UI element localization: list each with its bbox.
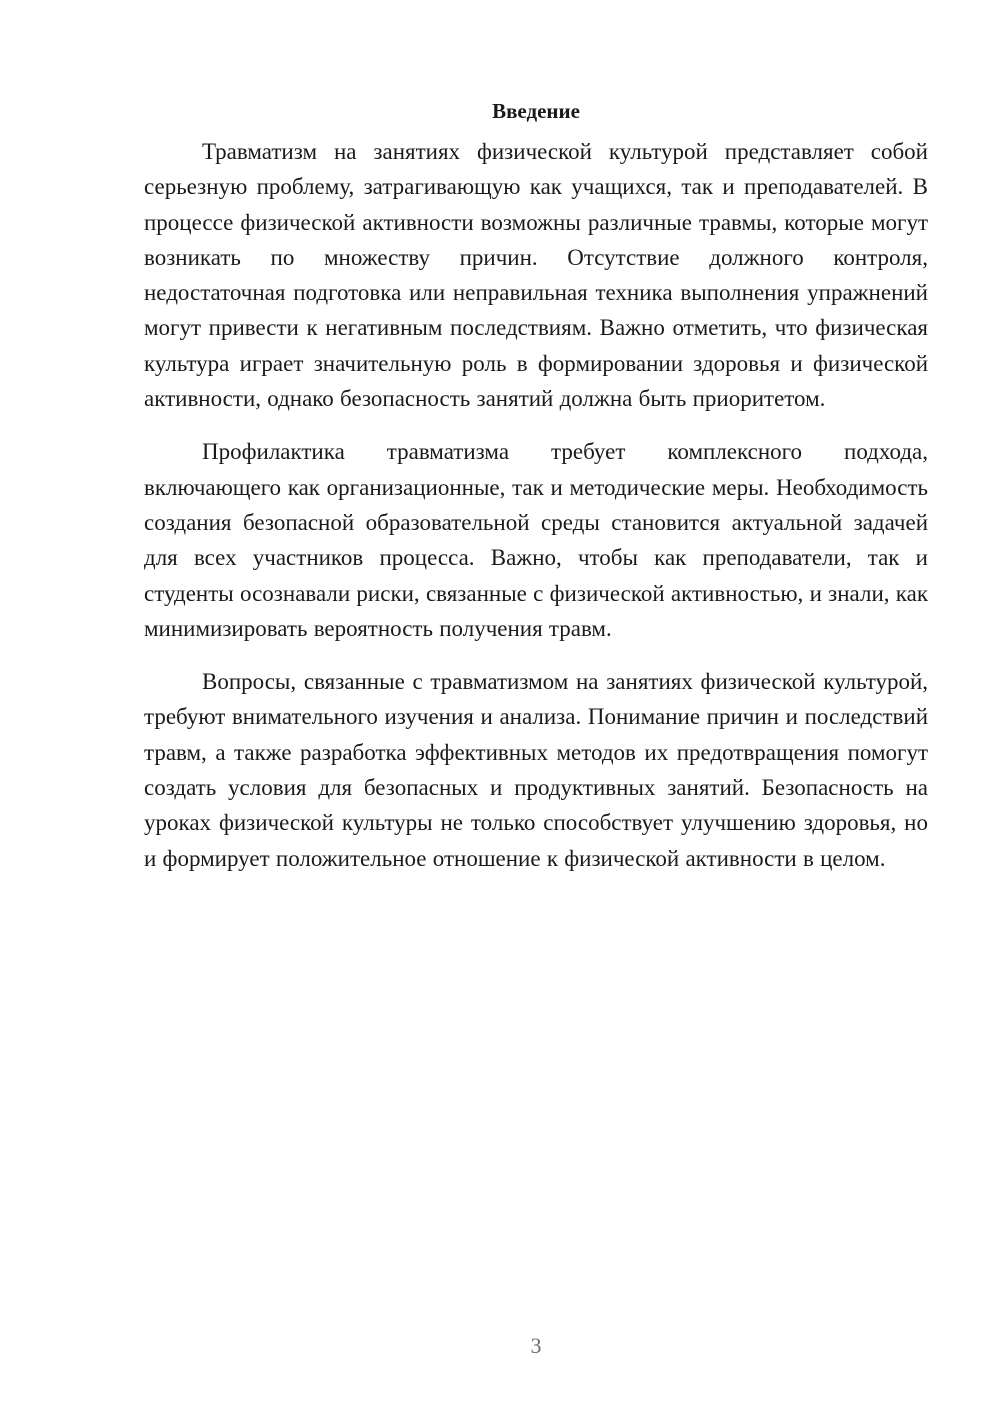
page-content <box>144 96 928 894</box>
section-heading: Введение <box>492 99 580 123</box>
paragraph-1: Травматизм на занятиях физической культурой представляет собой серьезную проблему, затрагивающую как учащихся, так и преподавателей. В процессе физической активности возможны различные травмы, которые могут возникать по множеству причин. Отсутствие должного контроля, недостаточная подготовка или неправильная техника выполнения упражнений могут привести к негативным последствиям. Важно отметить, что физическая культура играет значительную роль в формировании здоровья и физической активности, однако безопасность занятий должна быть приоритетом. <box>144 139 928 412</box>
page-number: 3 <box>530 1333 542 1358</box>
paragraph-2: Профилактика травматизма требует комплексного подхода, включающего как организационные, так и методические меры. Необходимость создания безопасной образовательной среды становится актуальной задачей для всех участников процесса. Важно, чтобы как преподаватели, так и студенты осознавали риски, связанные с физической активностью, и знали, как минимизировать вероятность получения травм. <box>144 439 928 641</box>
paragraph-3: Вопросы, связанные с травматизмом на занятиях физической культурой, требуют внимательного изучения и анализа. Понимание причин и последствий травм, а также разработка эффективных методов их предотвращения помогут создать условия для безопасных и продуктивных занятий. Безопасность на уроках физической культуры не только способствует улучшению здоровья, но и формирует положительное отношение к физической активности в целом. <box>144 669 928 871</box>
